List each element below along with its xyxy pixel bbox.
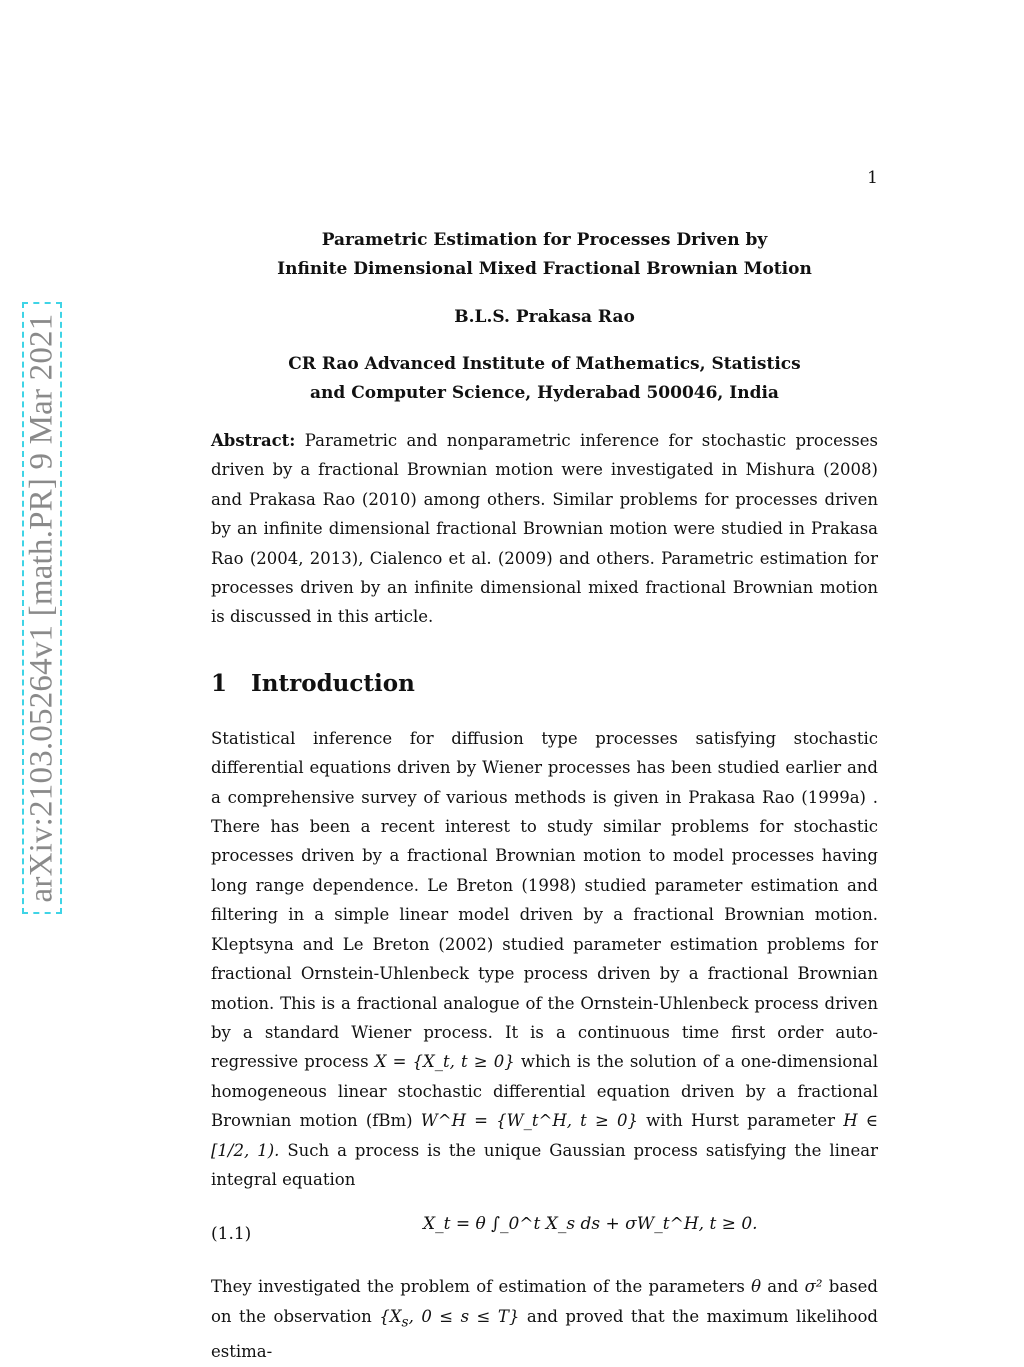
section-title: Introduction [251,669,415,697]
math-theta: θ [751,1277,762,1297]
page-number: 1 [867,168,878,188]
followup-text-3: and proved that the maximum likelihood estima- [211,1306,878,1362]
abstract-label: Abstract: [211,431,296,450]
intro-text-4: Such a process is the unique Gaussian process satisfying the linear integral equation [211,1140,878,1189]
math-sigma-squared: σ² [804,1277,823,1297]
equation-label: (1.1) [211,1224,252,1245]
paper-content [211,226,878,1367]
arxiv-watermark [22,302,62,914]
section-heading [211,668,878,700]
followup-paragraph: They investigated the problem of estimation of the parameters θ and σ² based on the observation {$X_s$, 0 ≤ s ≤ T} and proved that the maximum likelihood estima- [211,1277,878,1362]
followup-text-2: based on the observation [211,1277,878,1326]
equation-1-1 [211,1206,878,1266]
math-fbm-w: W^H = {W_t^H, t ≥ 0} [420,1111,638,1131]
abstract-text: Parametric and nonparametric inference for stochastic processes driven by a fractional Brownian motion were investigated in Mishura (2008) and Prakasa Rao (2010) among others. Similar problems for processes driven by an infinite dimensional fractional Brownian motion were studied in Prakasa Rao (2004, 2013), Cialenco et al. (2009) and others. Parametric estimation for processes driven by an infinite dimensional mixed fractional Brownian motion is discussed in this article. [211,431,878,627]
title-line-1: Parametric Estimation for Processes Driven by [321,230,768,250]
math-process-x: X = {X_t, t ≥ 0} [374,1052,515,1072]
equation-body: X_t = θ ∫_0^t X_s ds + σW_t^H, t ≥ 0. [423,1214,758,1235]
affiliation-line-2: and Computer Science, Hyderabad 500046, India [310,383,779,403]
abstract [211,426,878,632]
intro-text-1: Statistical inference for diffusion type processes satisfying stochastic differential equations driven by Wiener processes has been studied earlier and a comprehensive survey of various methods is given in Prakasa Rao (1999a) . There has been a recent interest to study similar problems for stochastic processes driven by a fractional Brownian motion to model processes having long range dependence. Le Breton (1998) studied parameter estimation and filtering in a simple linear model driven by a fractional Brownian motion. Kleptsyna and Le Breton (2002) studied parameter estimation problems for fractional Ornstein-Uhlenbeck type process driven by a fractional Brownian motion. This is a fractional analogue of the Ornstein-Uhlenbeck process driven by a standard Wiener process. It is a continuous time first order auto-regressive process [211,728,878,1072]
math-hurst-h: H ∈ [1/2, 1). [211,1111,878,1160]
paper-title [211,226,878,284]
author-name: B.L.S. Prakasa Rao [454,307,635,327]
affiliation-line-1: CR Rao Advanced Institute of Mathematics, Statistics [288,354,801,374]
math-observation-set: {$X_s$, 0 ≤ s ≤ T} [379,1306,520,1331]
arxiv-identifier: arXiv:2103.05264v1 [math.PR] 9 Mar 2021 [23,313,60,903]
intro-paragraph [211,724,878,1195]
followup-text-1: They investigated the problem of estimation of the parameters [211,1277,745,1297]
affiliation [211,350,878,408]
section-number: 1 [211,669,228,697]
title-line-2: Infinite Dimensional Mixed Fractional Brownian Motion [277,259,812,279]
intro-text-2: which is the solution of a one-dimensional homogeneous linear stochastic differential equation driven by a fractional Brownian motion (fBm) [211,1052,879,1131]
intro-text-3: with Hurst parameter [646,1111,835,1131]
